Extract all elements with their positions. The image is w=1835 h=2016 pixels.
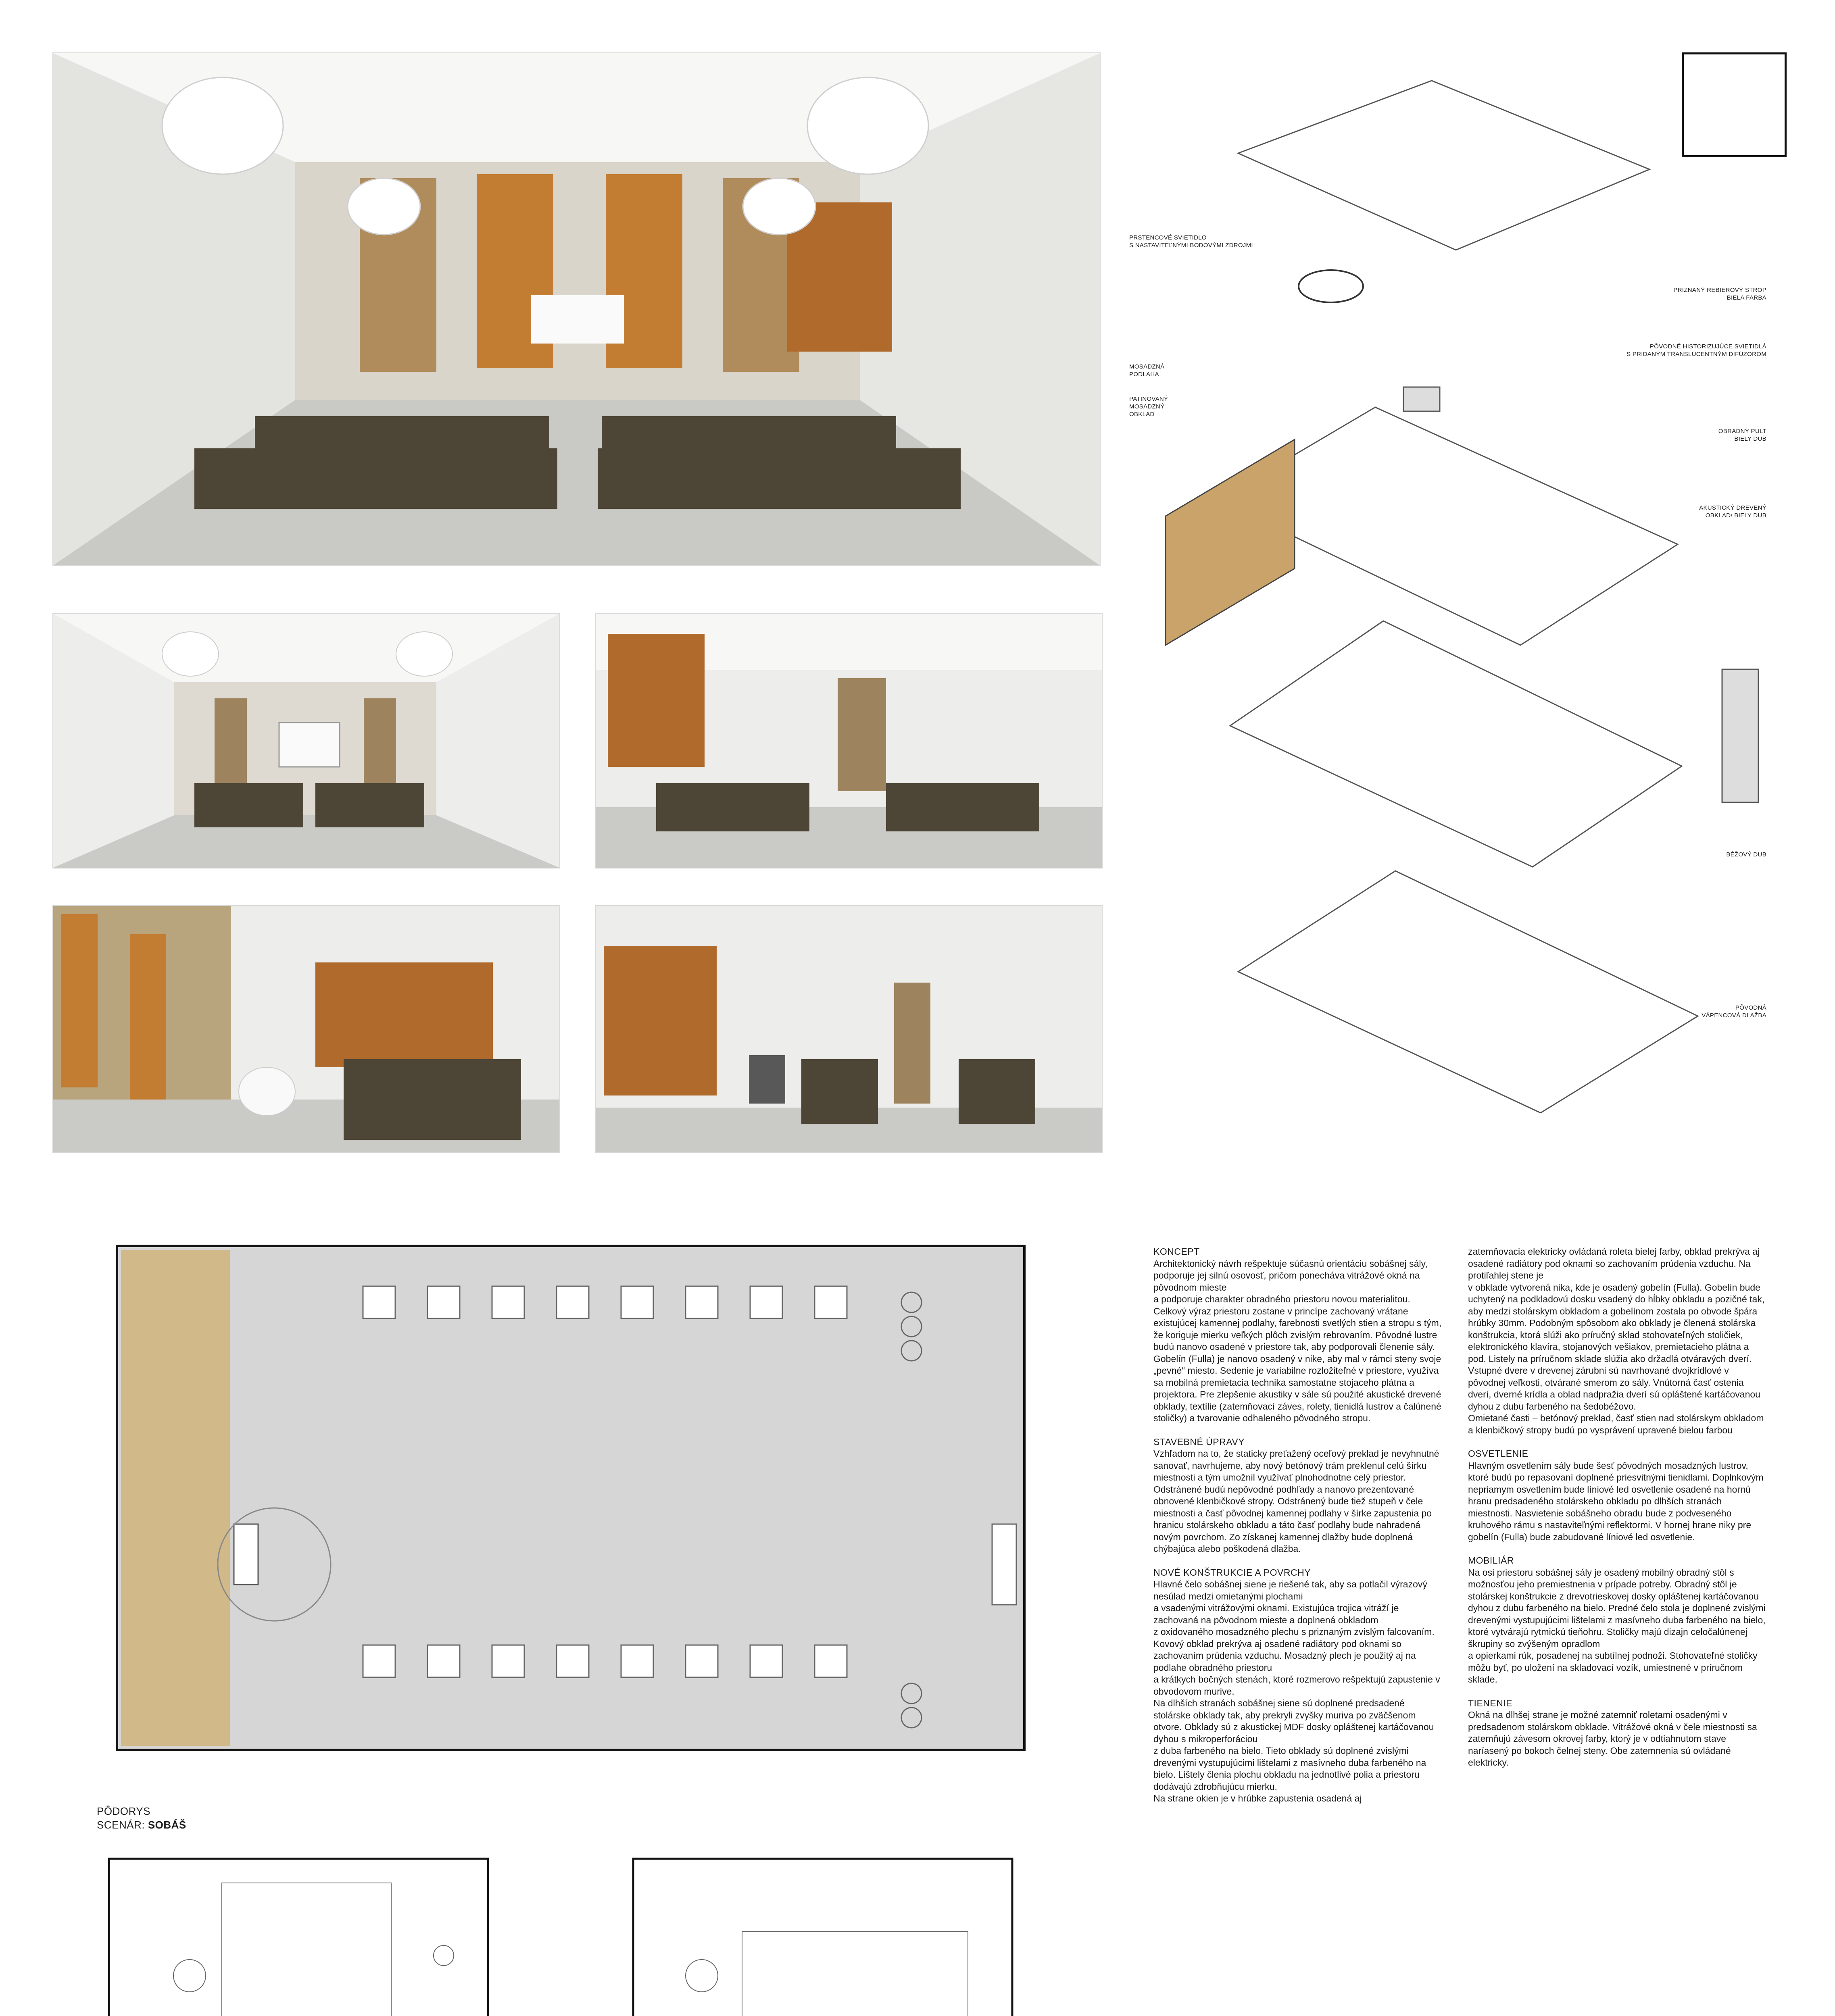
- label-patina: PATINOVANÝ MOSADZNÝ OBKLAD: [1129, 396, 1168, 418]
- plan-talkshow: [81, 1855, 516, 2016]
- section-body: Hlavné čelo sobášnej siene je riešené tak, aby sa potlačil výrazový nesúlad medzi omietanými plochami a vsadenými vitrážovými oknami. Existujúca trojica vitráží je zachovaná na pôvodnom mieste a doplnená obkladom z oxidovaného mosadzného plechu s priznaným zvislým falcovaním. Kovový obklad prekrýva aj osadené radiátory pod oknami so zachovaním prúdenia vzduchu. Mosadzný plech je použitý aj na podlahe obradného priestoru a krátkych bočných stenách, ktoré rozmerovo rešpektujú zapustenie v obvodovom murive. Na dlhších stranách sobášnej siene sú doplnené predsadené stolárske obklady tak, aby prekryli zvyšky muriva po zväčšenom otvore. Obklady sú z akustickej MDF dosky opláštenej kartáčovanou dyhou s mikroperforáciou z duba farbeného na bielo. Tieto obklady sú doplnené zvislými drevenými vystupujúcimi lištelami z masívneho duba farbeného na bielo. Lištely členia plochu obkladu na jednotlivé polia a priestoru dodávajú zdrobňujúcu mierku. Na strane okien je v hrúbke zapustenia osadená aj: [1153, 1579, 1440, 1804]
- label-limestone: PÔVODNÁ VÁPENCOVÁ DLAŽBA: [1702, 1004, 1766, 1019]
- caption-line1: PÔDORYS: [97, 1805, 151, 1817]
- label-oak: BÉŽOVÝ DUB: [1726, 851, 1766, 858]
- plan-alternative: [605, 1855, 1041, 2016]
- section-heading: OSVETLENIE: [1468, 1448, 1528, 1459]
- section-heading: STAVEBNÉ ÚPRAVY: [1153, 1436, 1245, 1447]
- caption-bold: SOBÁŠ: [148, 1819, 186, 1831]
- section-body: Hlavným osvetlením sály bude šesť pôvodných mosadzných lustrov, ktoré budú po repasovaní doplnené priesvitnými tienidlami. Doplnkovým nepriamym osvetlením bude líniové led osvetlenie osadené na hornú hranu predsadeného stolárskeho obkladu po dlhších stranách miestnosti. Nasvietenie sobášneho obradu bude z podveseného kruhového rámu s nastaviteľnými reflektormi. V hornej hrane niky pre gobelín (Fulla) bude zabudované líniové led osvetlenie.: [1468, 1460, 1764, 1542]
- section-body: Okná na dlhšej strane je možné zatemniť roletami osadenými v predsadenom stolárskom obklade. Vitrážové okná v čele miestnosti sa zatemňujú závesom okrovej farby, ktorý je v odtiahnutom stave naríasený po bokoch čelnej steny. Obe zatemnenia sú ovládané elektricky.: [1468, 1710, 1757, 1768]
- label-pult: OBRADNÝ PULT BIELY DUB: [1718, 428, 1766, 442]
- text-column-1: [1153, 1246, 1444, 1816]
- caption-line2: [97, 1818, 379, 1832]
- render-view-windows: [52, 905, 560, 1153]
- plan-main: [81, 1242, 1057, 1790]
- label-brass-floor: MOSADZNÁ PODLAHA: [1129, 363, 1165, 378]
- label-ring-light: PRSTENCOVÉ SVIETIDLO S NASTAVITEĽNÝMI BODOVÝMI ZDROJMI: [1129, 234, 1253, 249]
- text-column-2: [1468, 1246, 1766, 1781]
- render-view-gobelin: [595, 613, 1103, 868]
- exploded-axonometry: [1149, 65, 1795, 1113]
- section-heading: NOVÉ KONŠTRUKCIE A POVRCHY: [1153, 1567, 1311, 1578]
- section-heading: TIENENIE: [1468, 1697, 1513, 1708]
- section-body: Na osi priestoru sobášnej sály je osadený mobilný obradný stôl s možnosťou jeho premiestnenia v prípade potreby. Obradný stôl je stolárskej konštrukcie z drevotrieskovej dosky opláštenej kartáčovanou dyhou z dubu farbeného na bielo. Predné čelo stola je doplnené zvislými drevenými vystupujúcimi lištelami z masívneho duba farbeného na bielo, ktoré vytvárajú rytmickú tieňohru. Stoličky majú dizajn celočalúnenej škrupiny so zvýšeným opradlom a opierkami rúk, posadenej na subtílnej podnoži. Stohovateľné stoličky môžu byť, po uložení na skladovací vozík, umiestnené v príručnom sklade.: [1468, 1567, 1766, 1685]
- section-body: zatemňovacia elektricky ovládaná roleta bielej farby, obklad prekrýva aj osadené radiátory pod oknami so zachovaním prúdenia vzduchu. Na protiľahlej stene je v obklade vytvorená nika, kde je osadený gobelín (Fulla). Gobelín bude uchytený na podkladovú dosku vsadený do hĺbky obkladu a pozičné tak, aby medzi stolárskym obkladom a gobelínom zostala po obvode špára hrúbky 30mm. Podobným spôsobom ako obklady je členená stolárska konštrukcia, ktorá slúži ako príručný sklad stohovateľných stoličiek, elektronického klavíra, stojanových vešiakov, premietacieho plátna a pod. Listely na príručnom sklade slúžia ako držadlá otváravých dverí. Vstupné dvere v drevenej zárubni sú navrhované dvojkrídlové v pôvodnej veľkosti, otvárané smerom zo sály. Vnútorná časť ostenia dverí, dverné krídla a oblad nadpražia dverí sú opláštené kartáčovanou dyhou z dubu farbeného na šedobéžovo. Omietané časti – betónový preklad, časť stien nad stolárskym obkladom a klenbičkový stropy budú po vysprávení upravené bielou farbou: [1468, 1246, 1765, 1435]
- section-body: Architektonický návrh rešpektuje súčasnú orientáciu sobášnej sály, podporuje jej silnú osovosť, pričom ponecháva vitrážové okná na pôvodnom mieste a podporuje charakter obradného priestoru novou materialitou. Celkový výraz priestoru zostane v princípe zachovaný vrátane existujúcej kamennej podlahy, farebnosti svetlých stien a stropu s tým, že koriguje mierku veľkých plôch zvislým rebrovaním. Pôvodné lustre budú nanovo osadené v priestore tak, aby podporovali členenie sály. Gobelín (Fulla) je nanovo osadený v nike, aby mal v rámci steny svoje „pevné“ miesto. Sedenie je variabilne rozložiteľné v priestore, využíva sa mobilná premietacia technika samostatne stojaceho plátna a projektora. Pre zlepšenie akustiky v sále sú použité akustické drevené obklady, textílie (zatemňovací záves, rolety, tienidlá lustrov a čalúnené stoličky) a tvarovanie odhaleného pôvodného stropu.: [1153, 1258, 1442, 1423]
- section-heading: MOBILIÁR: [1468, 1555, 1514, 1566]
- render-view-projection: [52, 613, 560, 868]
- render-view-storage: [595, 905, 1103, 1153]
- label-ceiling: PRIZNANÝ REBIEROVÝ STROP BIELA FARBA: [1673, 287, 1766, 301]
- caption-prefix: SCENÁR:: [97, 1819, 148, 1831]
- label-acoustic: AKUSTICKÝ DREVENÝ OBKLAD/ BIELY DUB: [1699, 504, 1766, 519]
- label-orig-lights: PÔVODNÉ HISTORIZUJÚCE SVIETIDLÁ S PRIDANÝM TRANSLUCENTNÝM DIFÚZOROM: [1626, 343, 1766, 358]
- section-body: Vzhľadom na to, že staticky preťažený oceľový preklad je nevyhnutné sanovať, navrhujeme, aby nový betónový trám preklenul celú šírku miestnosti a tým umožnil využívať plnohodnotne celý priestor. Odstránené budú nepôvodné podhľady a nanovo prezentované obnovené klenbičkové stropy. Odstránený bude tiež stupeň v čele miestnosti a časť pôvodnej kamennej podlahy v šírke zapustenia po hranicu stolárskeho obkladu a táto časť podlahy bude nahradená novým povrchom. Zo získanej kamennej dlažby bude doplnená chýbajúca alebo poškodená dlažba.: [1153, 1448, 1439, 1554]
- section-heading: KONCEPT: [1153, 1246, 1200, 1257]
- render-main-hall: [52, 52, 1101, 566]
- caption-plan-main: [97, 1804, 379, 1832]
